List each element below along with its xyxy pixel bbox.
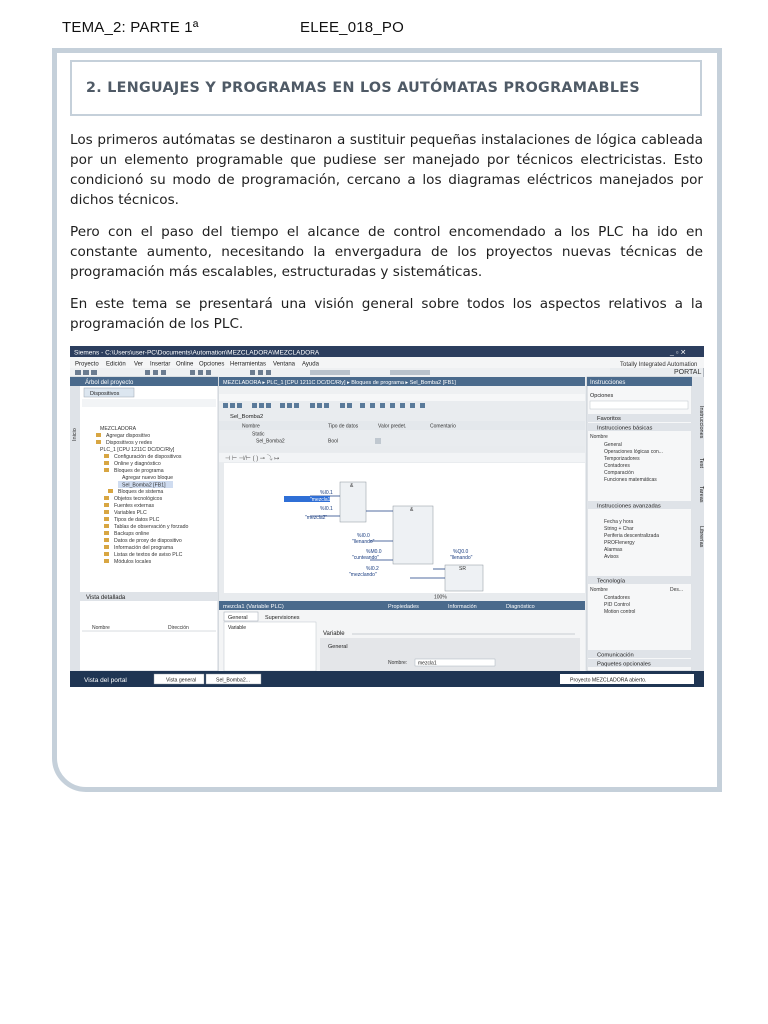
tree-item: Tipos de datos PLC — [114, 517, 160, 523]
advanced-item: PROFIenergy — [604, 540, 635, 546]
ladder-block: SR — [459, 566, 466, 572]
tree-item: Agregar dispositivo — [106, 433, 151, 439]
ladder-operand: "mezclando" — [349, 572, 377, 578]
header-left: TEMA_2: PARTE 1ª — [62, 19, 199, 36]
brand-line1: Totally Integrated Automation — [620, 362, 698, 368]
block-name: Sel_Bomba2 — [230, 414, 264, 420]
status-tab-overview[interactable]: Vista general — [166, 677, 197, 684]
tech-col-desc: Des... — [670, 587, 684, 593]
iface-col-type: Tipo de datos — [328, 423, 359, 430]
props-variable-heading: Variable — [323, 631, 345, 637]
tree-item: Módulos locales — [114, 559, 152, 565]
props-general-heading: General — [328, 644, 348, 650]
section-title: 2. LENGUAJES Y PROGRAMAS EN LOS AUTÓMATAS PROGRAMABLES — [86, 80, 640, 96]
detail-col-address: Dirección — [168, 625, 189, 631]
advanced-item: Fecha y hora — [604, 519, 634, 525]
tree-item: Tablas de observación y forzado — [114, 524, 189, 530]
ladder-block: & — [350, 483, 354, 489]
svg-text:⊣ ⊢ ⊣/⊢ ( ) ⊸ ⤵ ↦: ⊣ ⊢ ⊣/⊢ ( ) ⊸ ⤵ ↦ — [225, 456, 280, 462]
detail-view-title[interactable]: Vista detallada — [86, 595, 126, 601]
tree-item: Agregar nuevo bloque — [122, 475, 174, 481]
project-tree-title: Árbol del proyecto — [85, 380, 134, 386]
props-name-value[interactable]: mezcla1 — [418, 660, 437, 667]
ladder-operand: "mezcla1" — [310, 497, 333, 503]
tree-item: Información del programa — [114, 545, 174, 551]
zoom-level[interactable]: 100% — [434, 594, 447, 601]
side-tab-test[interactable]: Test — [698, 458, 704, 469]
window-title: Siemens - C:\Users\user-PC\Documents\Automation\MEZCLADORA\MEZCLADORA — [74, 349, 320, 357]
side-tab-instructions[interactable]: Instrucciones — [698, 406, 704, 439]
status-message: Proyecto MEZCLADORA abierto. — [570, 677, 647, 684]
iface-col-comment: Comentario — [430, 423, 456, 430]
communication-section[interactable]: Comunicación — [597, 652, 634, 659]
tree-item: Sel_Bomba2 [FB1] — [122, 482, 166, 489]
iface-col-name: Nombre — [242, 423, 260, 430]
props-tab-properties[interactable]: Propiedades — [388, 604, 419, 610]
props-subtab-supervision[interactable]: Supervisiones — [265, 615, 300, 621]
basic-col-name: Nombre — [590, 434, 608, 440]
instructions-title: Instrucciones — [590, 380, 626, 386]
advanced-item: Avisos — [604, 554, 619, 560]
menu-item-herramientas[interactable]: Herramientas — [230, 361, 267, 368]
advanced-instructions-section[interactable]: Instrucciones avanzadas — [597, 503, 661, 510]
optional-packages-section[interactable]: Paquetes opcionales — [597, 661, 651, 668]
basic-item: Funciones matemáticas — [604, 477, 657, 483]
favorites-section[interactable]: Favoritos — [597, 416, 621, 422]
tree-item: Listas de textos de aviso PLC — [114, 552, 183, 558]
tree-item: PLC_1 [CPU 1211C DC/DC/Rly] — [100, 447, 175, 453]
menu-item-edicion[interactable]: Edición — [106, 361, 126, 368]
header-right: ELEE_018_PO — [300, 19, 404, 36]
tree-item: Dispositivos y redes — [106, 440, 153, 446]
basic-item: Comparación — [604, 470, 634, 476]
menu-item-opciones[interactable]: Opciones — [199, 361, 225, 368]
status-tab-block[interactable]: Sel_Bomba2... — [216, 677, 251, 684]
paragraph-2: Pero con el paso del tiempo el alcance de control encomendado a los PLC ha ido en constante aumento, necesitando la envergadura de los proyectos nuevas técnicas de programación más escalables, estructuradas y sistemáticas. — [70, 224, 703, 280]
side-tab-libraries[interactable]: Librerías — [698, 526, 704, 548]
tree-item: MEZCLADORA — [100, 426, 137, 432]
tree-item: Configuración de dispositivos — [114, 454, 182, 460]
tree-item: Bloques de programa — [114, 468, 164, 474]
ladder-operand: %Q0.0 — [453, 549, 469, 555]
ladder-operand: "cunteando" — [352, 555, 379, 561]
devices-tab-label: Dispositivos — [90, 391, 120, 397]
advanced-item: String + Char — [604, 526, 634, 532]
menu-item-ver[interactable]: Ver — [134, 361, 144, 368]
brand-line2: PORTAL — [674, 369, 702, 376]
iface-row[interactable]: Static — [252, 431, 265, 438]
editor-breadcrumb[interactable]: MEZCLADORA ▸ PLC_1 [CPU 1211C DC/DC/Rly] ▸ Bloques de programa ▸ Sel_Bomba2 [FB1] — [223, 380, 456, 386]
ladder-operand: %I0.2 — [366, 566, 379, 572]
ladder-operand: "mezcla2" — [305, 515, 328, 521]
left-side-tab[interactable]: Inicio — [72, 428, 78, 441]
side-tab-tasks[interactable]: Tareas — [698, 486, 704, 503]
editor-toolbar-icons[interactable] — [223, 403, 425, 408]
iface-row[interactable]: Sel_Bomba2 — [256, 438, 285, 445]
tech-item: Motion control — [604, 609, 636, 615]
tree-item: Variables PLC — [114, 510, 147, 516]
paragraph-3: En este tema se presentará una visión general sobre todos los aspectos relativos a la programación de los PLC. — [70, 296, 703, 332]
options-label: Opciones — [590, 393, 614, 399]
props-title: mezcla1 (Variable PLC) — [223, 604, 284, 610]
tech-item: PID Control — [604, 602, 630, 608]
menu-item-ventana[interactable]: Ventana — [273, 361, 296, 368]
ladder-operand: %I0.0 — [357, 533, 370, 539]
menu-item-insertar[interactable]: Insertar — [150, 361, 171, 368]
basic-instructions-section[interactable]: Instrucciones básicas — [597, 425, 653, 432]
tree-item: Fuentes externas — [114, 503, 155, 509]
ladder-operand: "llenando" — [450, 555, 473, 561]
advanced-item: Periferia descentralizada — [604, 533, 660, 539]
advanced-item: Alarmas — [604, 547, 623, 553]
paragraph-1: Los primeros autómatas se destinaron a sustituir pequeñas instalaciones de lógica cableada por un elemento programable que pudiese ser manejado por técnicos electricistas. Esto condicionó su modo de programación, cercano a los diagramas eléctricos manejados por dichos técnicos. — [70, 132, 703, 208]
tree-item: Bloques de sistema — [118, 489, 164, 495]
ladder-operand: %I0.1 — [320, 490, 333, 496]
tech-item: Contadores — [604, 595, 630, 601]
basic-item: Temporizadores — [604, 456, 640, 462]
tree-item: Objetos tecnológicos — [114, 496, 163, 502]
ladder-operand: %I0.1 — [320, 506, 333, 512]
section-title-box — [70, 60, 702, 116]
tia-portal-screenshot — [70, 346, 704, 687]
window-controls-icon[interactable]: _ ▫ ✕ — [670, 349, 687, 357]
tree-item: Online y diagnóstico — [114, 461, 161, 467]
ladder-operand: "llenando" — [352, 539, 375, 545]
portal-view-link[interactable]: Vista del portal — [84, 677, 127, 684]
detail-col-name: Nombre — [92, 625, 110, 631]
props-tab-diagnostics[interactable]: Diagnóstico — [506, 604, 535, 610]
technology-section[interactable]: Tecnología — [597, 578, 626, 585]
props-name-label: Nombre: — [388, 660, 408, 666]
tech-col-name: Nombre — [590, 587, 608, 593]
basic-item: Contadores — [604, 463, 630, 469]
menu-item-proyecto[interactable]: Proyecto — [75, 361, 99, 368]
props-side-item[interactable]: Variable — [228, 625, 246, 631]
props-tab-info[interactable]: Información — [448, 604, 477, 610]
menu-item-ayuda[interactable]: Ayuda — [302, 361, 319, 368]
ladder-operand: %M0.0 — [366, 549, 382, 555]
iface-col-default: Valor predet. — [378, 423, 407, 430]
basic-item: General — [604, 442, 622, 448]
ladder-toolbar-icons[interactable] — [225, 454, 279, 462]
ladder-block: & — [410, 507, 414, 513]
tree-item: Datos de proxy de dispositivo — [114, 538, 182, 544]
menu-item-online[interactable]: Online — [176, 361, 194, 368]
tree-item: Backups online — [114, 531, 150, 537]
iface-row-type[interactable]: Bool — [328, 438, 339, 445]
basic-item: Operaciones lógicas con... — [604, 449, 663, 455]
props-subtab-general[interactable]: General — [228, 615, 248, 621]
